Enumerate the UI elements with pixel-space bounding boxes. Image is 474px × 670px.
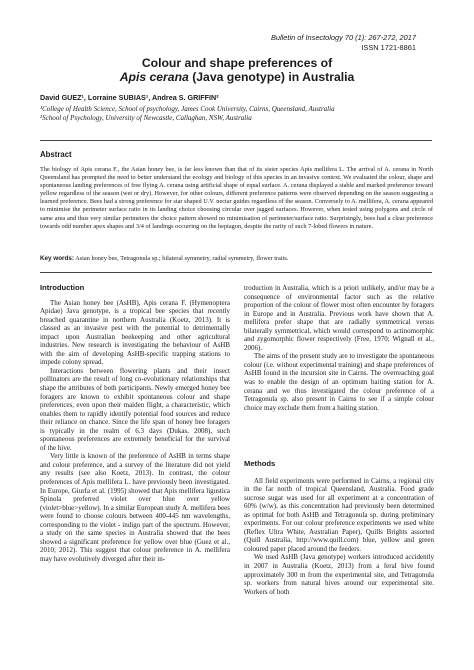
right-column <box>244 284 434 412</box>
journal-header <box>271 33 416 53</box>
intro-paragraph: Very little is known of the preference of AsHB in terms shape and colour preference, and a survey of the literature did not yield any results (see also Koetz, 2013). In contrast, the colour preferences of Apis mellifera L. have previously been investigated. In Europe, Giurfa et al. (1995) showed that Apis mellifera ligustica Spinola preferred violet over blue over yellow (violet>blue>yellow). In a similar European study A. mellifera bees were found to choose colours between 400-445 nm wavelengths, corresponding to the violet - indigo part of the spectrum. However, a study on the same species in Australia showed that the bees showed a significant preference for yellow over blue (Guez et al., 2010; 2012). This suggest that colour preference in A. mellifera may have evolutively diverged after their in- <box>40 452 230 563</box>
author-list: David GUEZ¹, Lorraine SUBIAS¹, Andrea S. GRIFFIN² <box>40 93 219 102</box>
abstract-text: The biology of Apis cerana F., the Asian honey bee, is far less known than that of its sister species Apis mellifera L. The arrival of A. cerana in North Queensland has prompted the need to better understand the ecology and biology of this species in an invasive context. We evaluated the colour, shape and spontaneous landing preferences of free flying A. cerana using artificial shape of equal surface. A. cerana displayed a stable and marked preference toward yellow regardless of the season (wet or dry). However, for other colours, different preference patterns were observed depending on the season suggesting a learned preference. Bees had a strong preference for star shaped U.V. nectar guides regardless of the season. Conversely to A. mellifera, A. cerana appeared to minimise the perimeter surface ratio in its landing choice choosing circular over jagged surfaces. However, when tested using polygons and circle of same area and thus very similar perimeters the choice pattern showed no minimisation of perimeter/surface ratio. Surprisingly, bees had a clear preference towards odd number apex shapes and 3/4 of landings occurring on the heptagon, despite the rarity of such 7-lobed flowers in nature. <box>40 166 433 230</box>
paper-title <box>0 56 474 84</box>
left-column <box>40 284 230 564</box>
intro-paragraph: The aims of the present study are to investigate the spontaneous colour (i.e. without experimental training) and shape preferences of AsHB found in the incursion site in Cairns. The overreaching goal was to enable the design of an optimum baiting station for A. cerana and we thus investigated the colour preference of a Tetragonula sp. also present in Cairns to see if a simple colour choice may exclude them from a baiting station. <box>244 352 434 412</box>
title-rest: (Java genotype) in Australia <box>188 70 355 84</box>
intro-heading: Introduction <box>40 283 85 292</box>
spacer <box>244 469 434 477</box>
affiliations <box>40 105 335 123</box>
methods-paragraph: We used AsHB (Java genotype) workers introduced accidently in 2007 in Australia (Koetz, 2013) from a feral hive found approximately 300 m from the experimental site, and Tetragonula sp. workers from natural hives around our experimental site. Workers of both <box>244 553 434 596</box>
methods-section <box>244 460 434 596</box>
keywords-text: Asian honey bee, Tetragonula sp.; bilateral symmetry, radial symmetry, flower traits. <box>75 255 289 262</box>
keywords-label: Key words: <box>40 255 74 262</box>
methods-heading: Methods <box>244 459 276 468</box>
divider-top <box>40 140 432 141</box>
title-line-2 <box>0 70 474 84</box>
intro-paragraph: Interactions between flowering plants and their insect pollinators are the result of long co-evolutionary relationships that shape the attributes of both participants. Newly emerged honey bee foragers are known to exhibit spontaneous colour and shape preferences, even upon their maiden flight, a characteristic, which enables them to rapidly identify potential food sources and reduce their reliance on chance. Since the life span of honey bee foragers is typically in the realm of 6.3 days (Dukas, 2008), such spontaneous preferences are extremely beneficial for the survival of the hive. <box>40 366 230 452</box>
methods-paragraph: All field experiments were performed in Cairns, a regional city in the far north of tropical Queensland, Australia. Food grade sucrose sugar was used for all experiment at a concentration of 60% (w/w), as this concentration had previously been determined as optimal for both AsHB and Tetragonula sp. during preliminary experiments. For our colour preference experiments we used white (Reflex Ultra White, Australian Paper), Quills Brights assorted (Quill Australia, http://www.quill.com) blue, yellow and green coloured paper placed around the feeders. <box>244 476 434 553</box>
title-species: Apis cerana <box>119 70 189 84</box>
affiliation-1: ¹College of Health Science, School of psychology, James Cook University, Cairns, Queensland, Australia <box>40 105 335 113</box>
issn: ISSN 1721-8861 <box>361 43 416 52</box>
keywords <box>40 255 433 263</box>
divider-bottom <box>40 272 432 273</box>
affiliation-2: ²School of Psychology, University of Newcastle, Callaghan, NSW, Australia <box>40 114 252 122</box>
journal-citation: Bulletin of Insectology 70 (1): 267-272, 2017 <box>270 33 416 42</box>
intro-continued: troduction in Australia, which is a priori unlikely, and/or may be a consequence of environmental factor such as the relative proportion of the colour of flower most often encounter by foragers in Europe and in Australia. Previous work have shown that A. mellifera prefer shape that are radially symmetrical versus bilaterally symmetrical, which would correspond to actinomorphic and zygomorphic flower respectively (Free, 1970; Wignall et al., 2006). <box>244 284 434 352</box>
intro-paragraph: The Asian honey bee (AsHB), Apis cerana F. (Hymenoptera Apidae) Java genotype, is a tropical bee species that recently breached quarantine in northern Australia (Koetz, 2013). It is classed as an invasive pest with the potential to detrimentally impact upon Australian beekeeping and other agricultural industries. New research is investigating the behaviour of AsHB with the aim of developing AsHB-specific trapping stations to impede colony spread. <box>40 298 230 367</box>
abstract-heading: Abstract <box>40 150 72 159</box>
title-line-1: Colour and shape preferences of <box>141 56 333 70</box>
